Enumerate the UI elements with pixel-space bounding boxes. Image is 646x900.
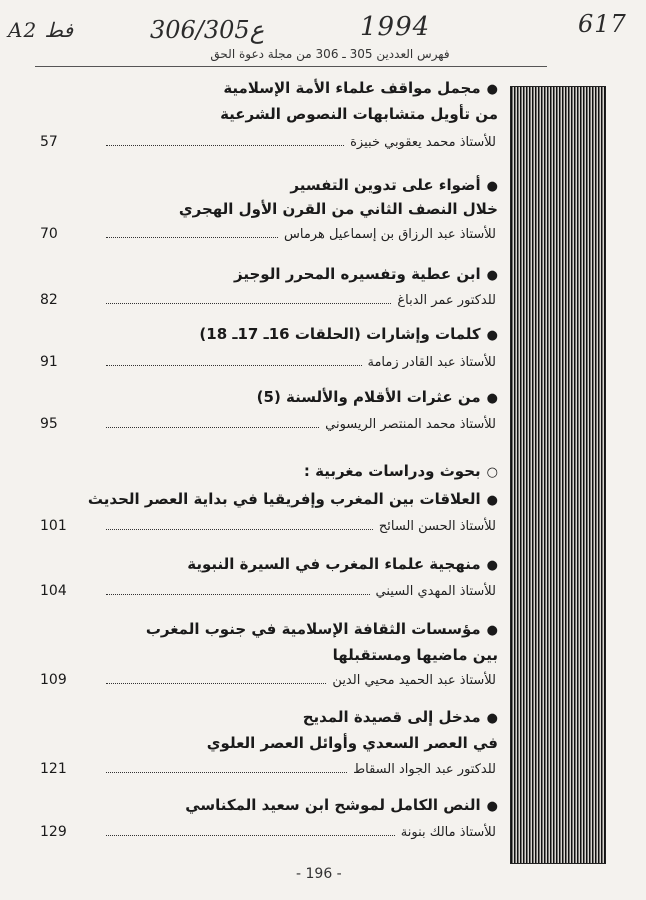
toc-entry-title[interactable]: ●كلمات وإشارات (الحلقات 16ـ 17ـ 18) xyxy=(199,325,498,343)
toc-entry-author: للدكتور عمر الدباغ xyxy=(397,293,496,308)
section-heading: ○بحوث ودراسات مغربية : xyxy=(303,462,498,480)
toc-entry-author-row xyxy=(40,514,496,534)
toc-entry-author-row xyxy=(40,579,496,599)
bullet-icon: ● xyxy=(486,268,498,283)
toc-entry-title-continued[interactable]: خلال النصف الثاني من القرن الأول الهجري xyxy=(178,200,498,218)
toc-entry-author: للأستاذ المهدي السيني xyxy=(375,584,496,599)
handwritten-issue-number: 306/305ع xyxy=(150,16,265,44)
toc-entry-title[interactable]: ●مدخل إلى قصيدة المديح xyxy=(302,708,498,726)
toc-entry-title[interactable]: ●منهجية علماء المغرب في السيرة النبوية xyxy=(187,555,498,573)
page-number: - 196 - xyxy=(296,866,342,882)
toc-entry-author-row xyxy=(40,130,496,150)
toc-entry-author-row xyxy=(40,757,496,777)
bullet-icon: ● xyxy=(486,391,498,406)
toc-entry-author-row xyxy=(40,668,496,688)
bullet-icon: ● xyxy=(486,82,498,97)
bullet-icon: ● xyxy=(486,623,498,638)
toc-entry-title[interactable]: ●من عثرات الأقلام والألسنة (5) xyxy=(256,388,498,406)
bullet-icon: ● xyxy=(486,179,498,194)
dot-leader xyxy=(106,365,362,366)
toc-entry-author-row xyxy=(40,820,496,840)
toc-entry-title-continued[interactable]: بين ماضيها ومستقبلها xyxy=(332,646,498,664)
hollow-bullet-icon: ○ xyxy=(486,465,498,480)
handwritten-year: 1994 xyxy=(360,12,431,42)
handwritten-number-right: 617 xyxy=(578,10,627,38)
toc-entry-author: للأستاذ عبد الرزاق بن إسماعيل هرماس xyxy=(283,227,496,242)
toc-entry-page[interactable]: 70 xyxy=(40,226,58,242)
toc-entry-title[interactable]: ●مؤسسات الثقافة الإسلامية في جنوب المغرب xyxy=(145,620,498,638)
toc-entry-page[interactable]: 109 xyxy=(40,672,67,688)
toc-entry-page[interactable]: 104 xyxy=(40,583,67,599)
toc-entry-author: للأستاذ عبد الحميد محيي الدين xyxy=(332,673,496,688)
dot-leader xyxy=(106,835,395,836)
dot-leader xyxy=(106,529,373,530)
toc-entry-author: للأستاذ محمد المنتصر الريسوني xyxy=(325,417,496,432)
toc-entry-page[interactable]: 101 xyxy=(40,518,67,534)
bullet-icon: ● xyxy=(486,493,498,508)
toc-entry-title[interactable]: ●أضواء على تدوين التفسير xyxy=(290,176,498,194)
handwritten-note-left: A2 ﻓﻂ xyxy=(8,18,74,42)
toc-entry-author: للأستاذ مالك بنونة xyxy=(400,825,496,840)
toc-entry-author: للأستاذ محمد يعقوبي خبيزة xyxy=(350,135,496,150)
bullet-icon: ● xyxy=(486,558,498,573)
dot-leader xyxy=(106,594,370,595)
toc-entry-title[interactable]: ●مجمل مواقف علماء الأمة الإسلامية xyxy=(223,79,498,97)
toc-entry-page[interactable]: 91 xyxy=(40,354,58,370)
toc-entry-page[interactable]: 121 xyxy=(40,761,67,777)
bullet-icon: ● xyxy=(486,711,498,726)
bullet-icon: ● xyxy=(486,328,498,343)
toc-entry-author: للأستاذ عبد القادر زمامة xyxy=(367,355,496,370)
toc-entry-author-row xyxy=(40,288,496,308)
toc-entry-title[interactable]: ●العلاقات بين المغرب وإفريقيا في بداية العصر الحديث xyxy=(87,490,498,508)
toc-entry-author: للأستاذ الحسن السائح xyxy=(378,519,496,534)
toc-entry-title[interactable]: ●ابن عطية وتفسيره المحرر الوجيز xyxy=(234,265,498,283)
toc-entry-title[interactable]: ●النص الكامل لموشح ابن سعيد المكناسي xyxy=(185,796,498,814)
dot-leader xyxy=(106,683,326,684)
toc-entry-author-row xyxy=(40,350,496,370)
bullet-icon: ● xyxy=(486,799,498,814)
toc-entry-author: للدكتور عبد الجواد السقاط xyxy=(353,762,496,777)
dot-leader xyxy=(106,145,344,146)
running-header: فهرس العددين 305 ـ 306 من مجلة دعوة الحق xyxy=(210,47,450,61)
toc-entry-author-row xyxy=(40,222,496,242)
dot-leader xyxy=(106,427,319,428)
dot-leader xyxy=(106,303,391,304)
toc-entry-author-row xyxy=(40,412,496,432)
toc-entry-page[interactable]: 57 xyxy=(40,134,58,150)
toc-entry-title-continued[interactable]: في العصر السعدي وأوائل العصر العلوي xyxy=(206,734,498,752)
toc-entry-page[interactable]: 129 xyxy=(40,824,67,840)
dot-leader xyxy=(106,237,278,238)
toc-entry-page[interactable]: 82 xyxy=(40,292,58,308)
toc-entry-title-continued[interactable]: من تأويل متشابهات النصوص الشرعية xyxy=(220,105,498,123)
toc-entry-page[interactable]: 95 xyxy=(40,416,58,432)
dot-leader xyxy=(106,772,347,773)
